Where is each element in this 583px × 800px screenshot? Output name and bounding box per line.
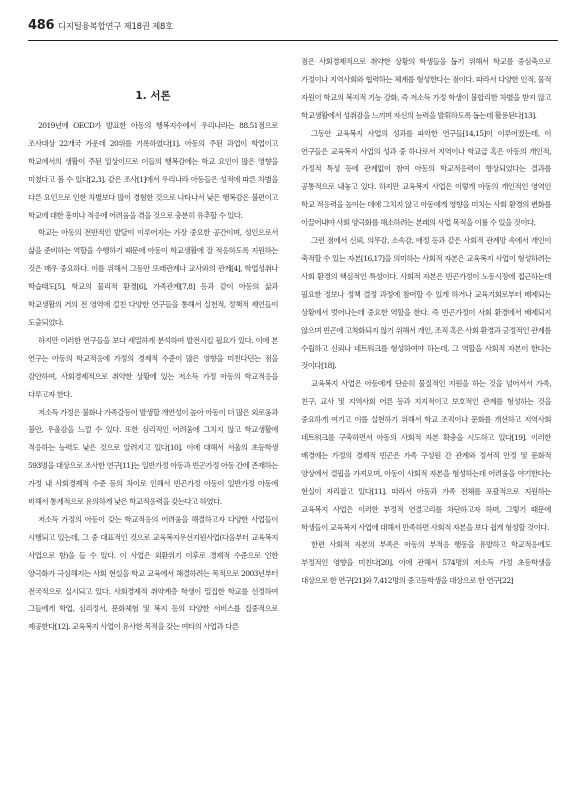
paragraph: 학교는 아동의 전반적인 발달이 이루어지는 가장 중요한 공간이며, 성인으로서 삶을 준비하는 역할을 수행하기 때문에 아동이 학교생활에 잘 적응하도록 지원하는 것은 매우 중요하다. 이를 위해서 그동안 또래관계나 교사와의 관계[4], 학업성취나 학습태도[5], 학교의 물리적 환경[6], 가족관계[7,8] 등과 같이 아동의 삶과 학교생활의 거의 전 영역에 걸친 다양한 연구들을 통해서 실천적, 정책적 제언들이 도출되었다. [28,228,278,327]
paragraph: 그런 점에서 신뢰, 의무감, 소속감, 애정 등과 같은 사회적 관계망 속에서 개인이 축적할 수 있는 자본[16,17]을 의미하는 사회적 자본은 교육복지 사업이 형성하려는 사회 환경의 핵심적인 특성이다. 사회적 자본은 빈곤가정이 노동시장에 접근하는데 필요한 정보나 정책 결정 과정에 참여할 수 있게 하거나 교육기회로부터 배제되는 상황에서 벗어나는데 중요한 역할을 한다. 즉 빈곤가정이 사회 환경에서 배제되지 않으며 빈곤에 고착화되지 않기 위해서 개인, 조직 혹은 사회 환경과 긍정적인 관계를 수립하고 신뢰나 네트워크를 형성하여야 하는데, 그 역할을 사회적 자본이 한다는 것이다[18]. [301,236,551,371]
page-number: 486 [28,18,55,33]
paragraph: 하지만 이러한 연구들을 보다 세밀하게 분석하여 발전시킬 필요가 있다. 이에 본 연구는 아동의 학교적응에 가정의 경제적 수준이 많은 영향을 미친다던는 점을 감안하여, 사회경제적으로 취약한 상황에 있는 저소득 가정 아동의 학교적응을 다루고자 한다. [28,335,278,399]
journal-title: 디지털융복합연구 제18권 제8호 [58,21,173,31]
paragraph: 2019년에 OECD가 발표한 아동의 행복지수에서 우리나라는 88.51점으로 조사대상 22개국 가운데 20위를 기록하였다[1]. 아동의 주된 과업이 학업이고 학교에서의 생활이 주된 일상이므로 이들의 행복감에는 학교 요인이 많은 영향을 미쳤다고 볼 수 있다[2,3]. 같은 조사[1]에서 우리나라 아동들은 성적에 따른 차별을 다른 요인으로 인한 차별보다 많이 경험한 것으로 나타나서 낮은 행복감은 불편이고 학교에 대한 흥미나 적응에 어려움을 겪을 것으로 충분히 유추할 수 있다. [28,121,278,220]
paragraph: 그동안 교육복지 사업의 성과를 파악한 연구들[14,15]이 이루어졌는데, 이 연구들은 교육복지 사업의 성과 중 하나로서 지역이나 학교급 혹은 아동의 개인적, 가정적 특성 등에 관계없이 참여 아동의 학교적응력이 향상되었다는 결과를 공통적으로 내놓고 있다. 하지만 교육복지 사업은 이렇게 아동의 개인적인 영역인 학교 적응력을 높이는 데에 그치지 않고 아동에게 영향을 미치는 사회 환경의 변화를 이끌어내야 사회 양극화를 해소하려는 본래의 사업 목적을 이룰 수 있을 것이다. [301,128,551,228]
header-rule [28,40,558,41]
left-column [28,52,278,636]
paragraph: 교육복지 사업은 아동에게 단순히 물질적인 지원을 하는 것을 넘어서서 가족, 친구, 교사 및 지역사회 어른 등과 지지적이고 보호적인 관계를 형성하는 것을 중요하게 여기고 이를 실현하기 위해서 학교 조직이나 문화를 개선하고 지역사회 네트워크를 구축하면서 아동의 사회적 자본 확충을 시도하고 있다[19]. 이러한 배경에는 가정의 경제적 빈곤은 가족 구성원 간 관계와 정서적 안정 및 문화적 양상에서 결핍을 가져오며, 아동이 사회적 자본을 형성하는데 어려움을 야기한다는 현실이 자리잡고 있다[11]. 따라서 아동과 가족 전체를 포괄적으로 지원하는 교육복지 사업은 이러한 부정적 연결고리를 차단하고자 하며, 그렇기 때문에 학생들이 교육복지 사업에 대해서 만족하면 사회적 자본을 보다 쉽게 형성할 것이다. [301,379,551,532]
right-column [301,53,551,590]
paragraph: 저소득 가정은 불화나 가족갈등이 발생할 개연성이 높아 아동이 더 많은 외로움과 불안, 우울감을 느낄 수 있다. 또한 심리적인 어려움에 그치지 않고 학교생활에 적응하는 능력도 낮은 것으로 알려지고 있다[10]. 이에 대해서 서울의 초등학생 593명을 대상으로 조사한 연구[11]는 일반가정 아동과 빈곤가정 아동 간에 존재하는 가정 내 사회경제적 수준 등의 차이로 인해서 빈곤가정 아동이 일반가정 아동에 비해서 통계적으로 유의하게 낮은 학교적응력을 갖는다고 하였다. [28,407,278,507]
paragraph: 한편 사회적 자본의 부족은 아동의 부적응 행동을 유발하고 학교적응에도 부정적인 영향을 미친다[20]. 이에 관해서 574명의 저소득 가정 초등학생을 대상으로 한 연구[21]와 7,412명의 중고등학생을 대상으로 한 연구[22] [301,540,551,586]
paragraph-continued: 점은 사회경제적으로 취약한 상황의 학생들을 돕기 위해서 학교를 중심축으로 가정이나 지역사회와 협력하는 체계를 형성한다는 점이다. 따라서 다양한 인적, 물적 자원이 학교의 복지적 기능 강화, 즉 저소득 가정 학생이 불합리한 차별을 받지 않고 학교생활에서 성취감을 느끼며 자신의 능력을 발휘하도록 돕는데 활용된다[13]. [301,57,551,120]
section-title: 1. 서론 [135,90,171,102]
page-header [28,18,558,40]
paragraph: 저소득 가정의 아동이 갖는 학교적응의 어려움을 해결하고자 다양한 사업들이 시행되고 있는데, 그 중 대표적인 것으로 교육복지우선지원사업(다음부터 교육복지 사업으로 함)을 들 수 있다. 이 사업은 외환위기 이후로 경제적 수준으로 인한 양극화가 극심해지는 사회 현실을 학교 교육에서 해결하려는 목적으로 2003년부터 전국적으로 실시되고 있다. 사회경제적 취약계층 학생이 밀집한 학교를 선정하여 그들에게 학업, 심리정서, 문화체험 및 복지 등의 다양한 서비스를 집중적으로 제공한다[12]. 교육복지 사업이 유사한 목적을 갖는 여타의 사업과 다른 [28,514,278,632]
